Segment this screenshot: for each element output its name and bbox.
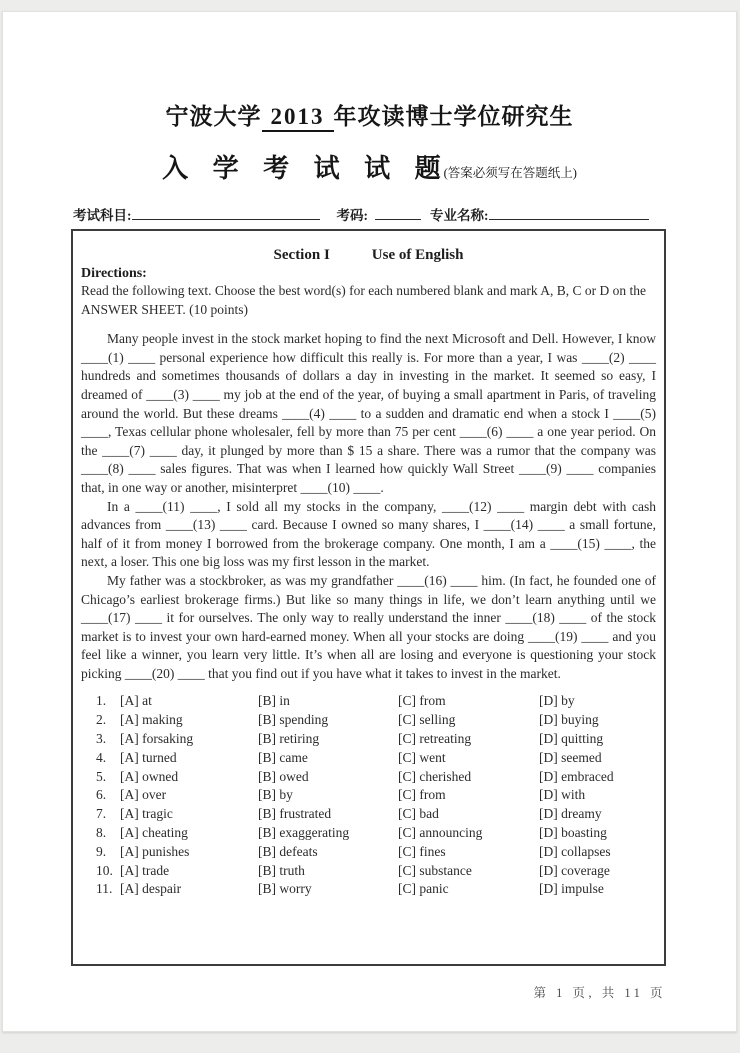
- exam-title-suffix: 年攻读博士学位研究生: [333, 104, 574, 129]
- code-label: 考码:: [336, 208, 368, 223]
- question-number: 6.: [96, 787, 107, 803]
- option-choice: [D] impulse: [539, 881, 604, 897]
- option-row: [96, 768, 656, 787]
- option-row: [96, 786, 656, 805]
- option-choice: [A] turned: [120, 749, 177, 765]
- option-choice: [A] at: [120, 693, 152, 709]
- option-choice: [B] exaggerating: [258, 825, 350, 841]
- option-row: [96, 749, 656, 768]
- subject-label: 考试科目:: [73, 208, 132, 223]
- section-number: Section I: [273, 247, 330, 263]
- question-box: [71, 229, 666, 966]
- option-choice: [A] making: [120, 712, 183, 728]
- exam-page-sheet: [2, 11, 737, 1032]
- option-choice: [D] dreamy: [539, 806, 602, 822]
- option-choice: [D] embraced: [539, 768, 614, 784]
- option-choice: [C] substance: [398, 862, 472, 878]
- option-row: [96, 824, 656, 843]
- option-choice: [B] retiring: [258, 731, 320, 747]
- option-choice: [A] over: [120, 787, 167, 803]
- answer-note: (答案必须写在答题纸上): [443, 166, 577, 180]
- option-choice: [D] with: [539, 787, 586, 803]
- option-choice: [D] collapses: [539, 843, 611, 859]
- major-blank-line: [489, 206, 649, 220]
- option-choice: [A] despair: [120, 881, 182, 897]
- option-choice: [B] truth: [258, 862, 305, 878]
- question-number: 8.: [96, 825, 107, 841]
- option-choice: [C] bad: [398, 806, 439, 822]
- subject-blank-line: [132, 206, 320, 220]
- exam-subtitle-text: 入 学 考 试 试 题: [162, 154, 450, 183]
- option-choice: [D] buying: [539, 712, 599, 728]
- option-choice: [A] trade: [120, 862, 170, 878]
- option-choice: [B] owed: [258, 768, 309, 784]
- question-number: 9.: [96, 843, 107, 859]
- option-choice: [C] cherished: [398, 768, 472, 784]
- exam-subtitle: [3, 148, 736, 185]
- option-choice: [B] frustrated: [258, 806, 332, 822]
- option-choice: [D] boasting: [539, 825, 607, 841]
- passage: [81, 330, 656, 683]
- passage-paragraph: Many people invest in the stock market hoping to find the next Microsoft and Dell. However, I know ____(1) ____ personal experience how difficult this really is. For more than a year, I was ____(2) ____ hundreds and sometimes thousands of dollars a day in investing in the market. It seemed so easy, I dreamed of ____(3) ____ my job at the end of the year, of buying a small apartment in Paris, of traveling around the world. But these dreams ____(4) ____ to a sudden and dramatic end when a stock I ____(5) ____, Texas cellular phone wholesaler, fell by more than 75 per cent ____(6) ____ a one year period. On the ____(7) ____ day, it plunged by more than $ 15 a share. There was a rumor that the company was ____(8) ____ sales figures. That was when I learned how quickly Wall Street ____(9) ____ companies that, in one way or another, misinterpret ____(10) ____.: [81, 331, 656, 495]
- option-choice: [C] from: [398, 787, 446, 803]
- option-choice: [C] announcing: [398, 825, 483, 841]
- option-choice: [A] punishes: [120, 843, 190, 859]
- passage-paragraph: In a ____(11) ____, I sold all my stocks in the company, ____(12) ____ margin debt with cash advances from ____(13) ____ card. Because I owned so many shares, I ____(14) ____ a small fortune, half of it from money I borrowed from the brokerage company. One month, I am a ____(15) ____, the next, a loser. This one big loss was my first lesson in the market.: [81, 498, 656, 570]
- option-choice: [D] quitting: [539, 731, 604, 747]
- option-choice: [A] tragic: [120, 806, 173, 822]
- section-heading: [81, 247, 656, 264]
- option-choice: [C] fines: [398, 843, 446, 859]
- exam-title-year: 2013: [262, 104, 334, 132]
- question-number: 1.: [96, 693, 107, 709]
- option-row: [96, 880, 656, 899]
- major-label: 专业名称:: [430, 208, 489, 223]
- option-row: [96, 692, 656, 711]
- option-choice: [C] from: [398, 693, 446, 709]
- question-number: 7.: [96, 806, 107, 822]
- question-number: 11.: [96, 881, 113, 897]
- directions-text: Read the following text. Choose the best word(s) for each numbered blank and mark A, B, C or D on the ANSWER SHEET. (10 points): [81, 283, 646, 317]
- option-choice: [A] cheating: [120, 825, 188, 841]
- option-row: [96, 711, 656, 730]
- option-choice: [A] forsaking: [120, 731, 194, 747]
- option-choice: [A] owned: [120, 768, 179, 784]
- option-row: [96, 843, 656, 862]
- option-choice: [B] by: [258, 787, 293, 803]
- option-choice: [B] came: [258, 749, 308, 765]
- option-row: [96, 730, 656, 749]
- question-number: 2.: [96, 712, 107, 728]
- code-blank-line: [375, 206, 421, 220]
- option-choice: [C] retreating: [398, 731, 472, 747]
- option-choice: [D] coverage: [539, 862, 610, 878]
- option-row: [96, 805, 656, 824]
- passage-paragraph: My father was a stockbroker, as was my grandfather ____(16) ____ him. (In fact, he founded one of Chicago’s earliest brokerage firms.) But like so many things in life, we don’t learn anything until we ____(17) ____ it for ourselves. The only way to really understand the inner ____(18) ____ of the stock market is to invest your own hard-earned money. When all your stocks are doing ____(19) ____ and you feel like a winner, you learn very little. It’s when all are losing and everyone is questioning your stock picking ____(20) ____ that you find out if you have what it takes to invest in the market.: [81, 572, 656, 681]
- option-choice: [C] panic: [398, 881, 449, 897]
- option-choice: [C] went: [398, 749, 446, 765]
- option-choice: [B] spending: [258, 712, 329, 728]
- exam-info-row: [73, 204, 669, 224]
- option-row: [96, 862, 656, 881]
- section-name: Use of English: [371, 247, 464, 263]
- option-choice: [B] defeats: [258, 843, 318, 859]
- option-choice: [C] selling: [398, 712, 456, 728]
- question-number: 4.: [96, 749, 107, 765]
- question-number: 10.: [96, 862, 113, 878]
- options-table: [81, 692, 656, 899]
- exam-title-university: 宁波大学: [165, 104, 262, 129]
- question-number: 5.: [96, 768, 107, 784]
- option-choice: [D] seemed: [539, 749, 602, 765]
- page-footer: 第 1 页, 共 11 页: [533, 986, 666, 1000]
- option-choice: [B] worry: [258, 881, 312, 897]
- exam-title: [3, 98, 736, 132]
- option-choice: [B] in: [258, 693, 290, 709]
- directions-label: Directions:: [81, 266, 147, 281]
- option-choice: [D] by: [539, 693, 575, 709]
- question-number: 3.: [96, 731, 107, 747]
